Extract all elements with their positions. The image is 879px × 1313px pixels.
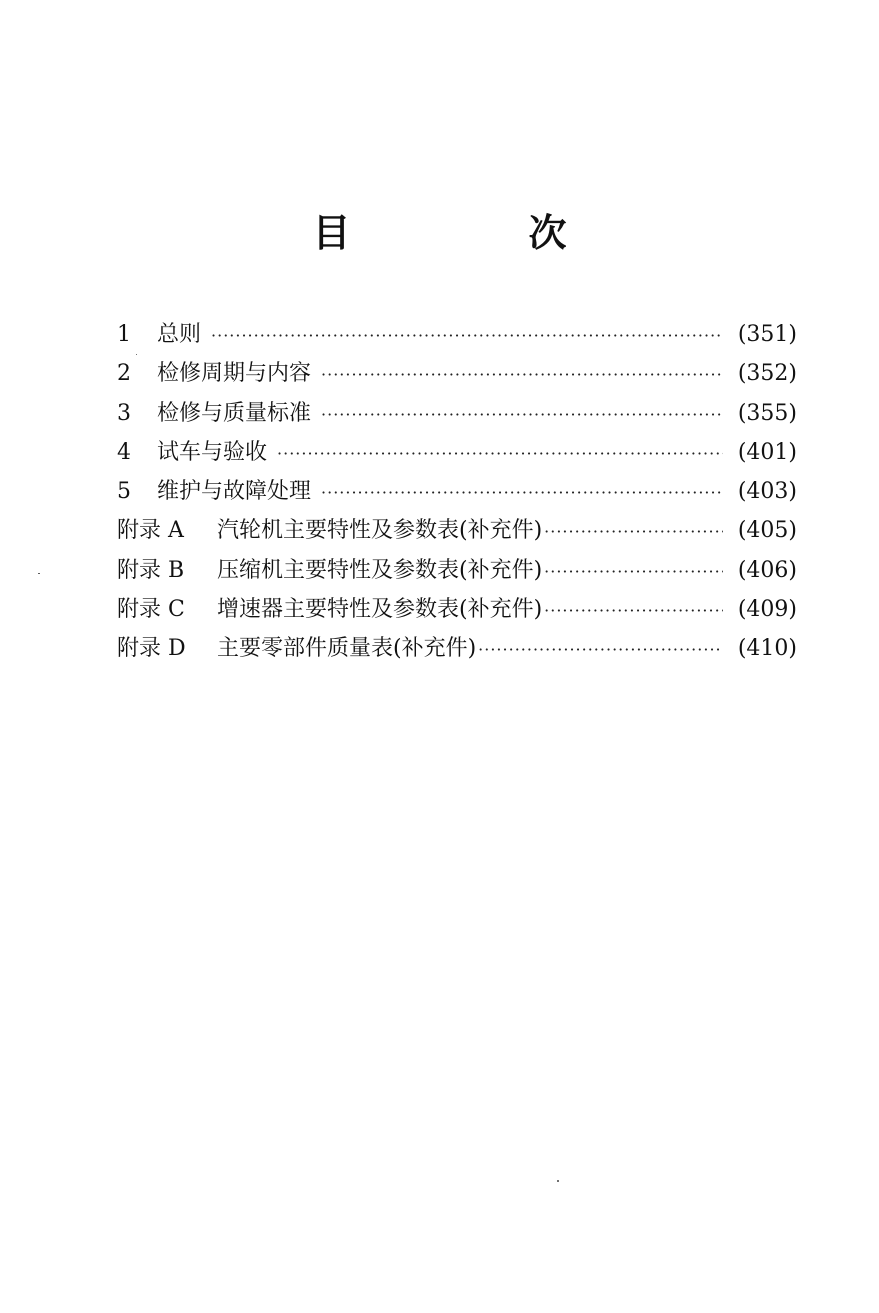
toc-entry[interactable] <box>117 433 797 472</box>
toc-entry-number: 附录 B <box>117 557 185 583</box>
toc-entry[interactable] <box>117 511 797 550</box>
toc-dot-leader <box>321 355 723 394</box>
toc-entry-number: 附录 D <box>117 636 186 662</box>
toc-entry[interactable] <box>117 394 797 433</box>
scan-speck <box>38 573 40 574</box>
toc-entry[interactable] <box>117 354 797 393</box>
toc-entry-number: 4 <box>117 439 131 465</box>
toc-entry-label: 汽轮机主要特性及参数表(补充件) <box>217 518 543 544</box>
toc-entry-label: 总则 <box>157 322 202 347</box>
toc-entry-number: 5 <box>117 479 131 505</box>
toc-dot-leader <box>544 512 723 551</box>
toc-entry-label: 主要零部件质量表(补充件) <box>217 636 477 662</box>
toc-entry[interactable] <box>117 590 797 629</box>
toc-entry-page: (403) <box>737 479 797 505</box>
toc-dot-leader <box>478 630 723 669</box>
toc-entry-number: 2 <box>117 361 131 387</box>
toc-dot-leader <box>277 434 723 473</box>
toc-entry-label: 检修与质量标准 <box>157 400 312 426</box>
toc-entry-page: (406) <box>737 557 797 583</box>
toc-dot-leader <box>321 395 723 434</box>
toc-entry-label: 增速器主要特性及参数表(补充件) <box>217 597 543 623</box>
toc-dot-leader <box>211 316 723 355</box>
toc-entry-page: (351) <box>737 322 797 347</box>
toc-entry-page: (409) <box>737 597 797 623</box>
toc-dot-leader <box>544 591 723 630</box>
toc-entry-label: 维护与故障处理 <box>157 479 312 505</box>
toc-dot-leader <box>544 552 723 591</box>
toc-entry-page: (405) <box>737 518 797 544</box>
toc-list <box>117 315 797 669</box>
toc-entry-number: 附录 C <box>117 597 185 623</box>
toc-entry-number: 附录 A <box>117 518 184 544</box>
toc-dot-leader <box>321 473 723 512</box>
toc-entry[interactable] <box>117 629 797 668</box>
toc-entry-page: (410) <box>737 636 797 662</box>
toc-entry-page: (352) <box>737 361 797 387</box>
toc-entry-number: 1 <box>117 322 131 347</box>
scan-speck <box>557 1180 559 1182</box>
toc-entry-page: (401) <box>737 439 797 465</box>
scan-speck <box>136 354 137 355</box>
toc-entry[interactable] <box>117 551 797 590</box>
toc-entry-label: 压缩机主要特性及参数表(补充件) <box>217 557 543 583</box>
toc-entry-number: 3 <box>117 400 131 426</box>
toc-entry[interactable] <box>117 315 797 354</box>
toc-entry-label: 检修周期与内容 <box>157 361 312 387</box>
toc-entry-page: (355) <box>737 400 797 426</box>
toc-entry[interactable] <box>117 472 797 511</box>
toc-entry-label: 试车与验收 <box>157 439 268 465</box>
toc-title: 目 次 <box>312 210 637 255</box>
